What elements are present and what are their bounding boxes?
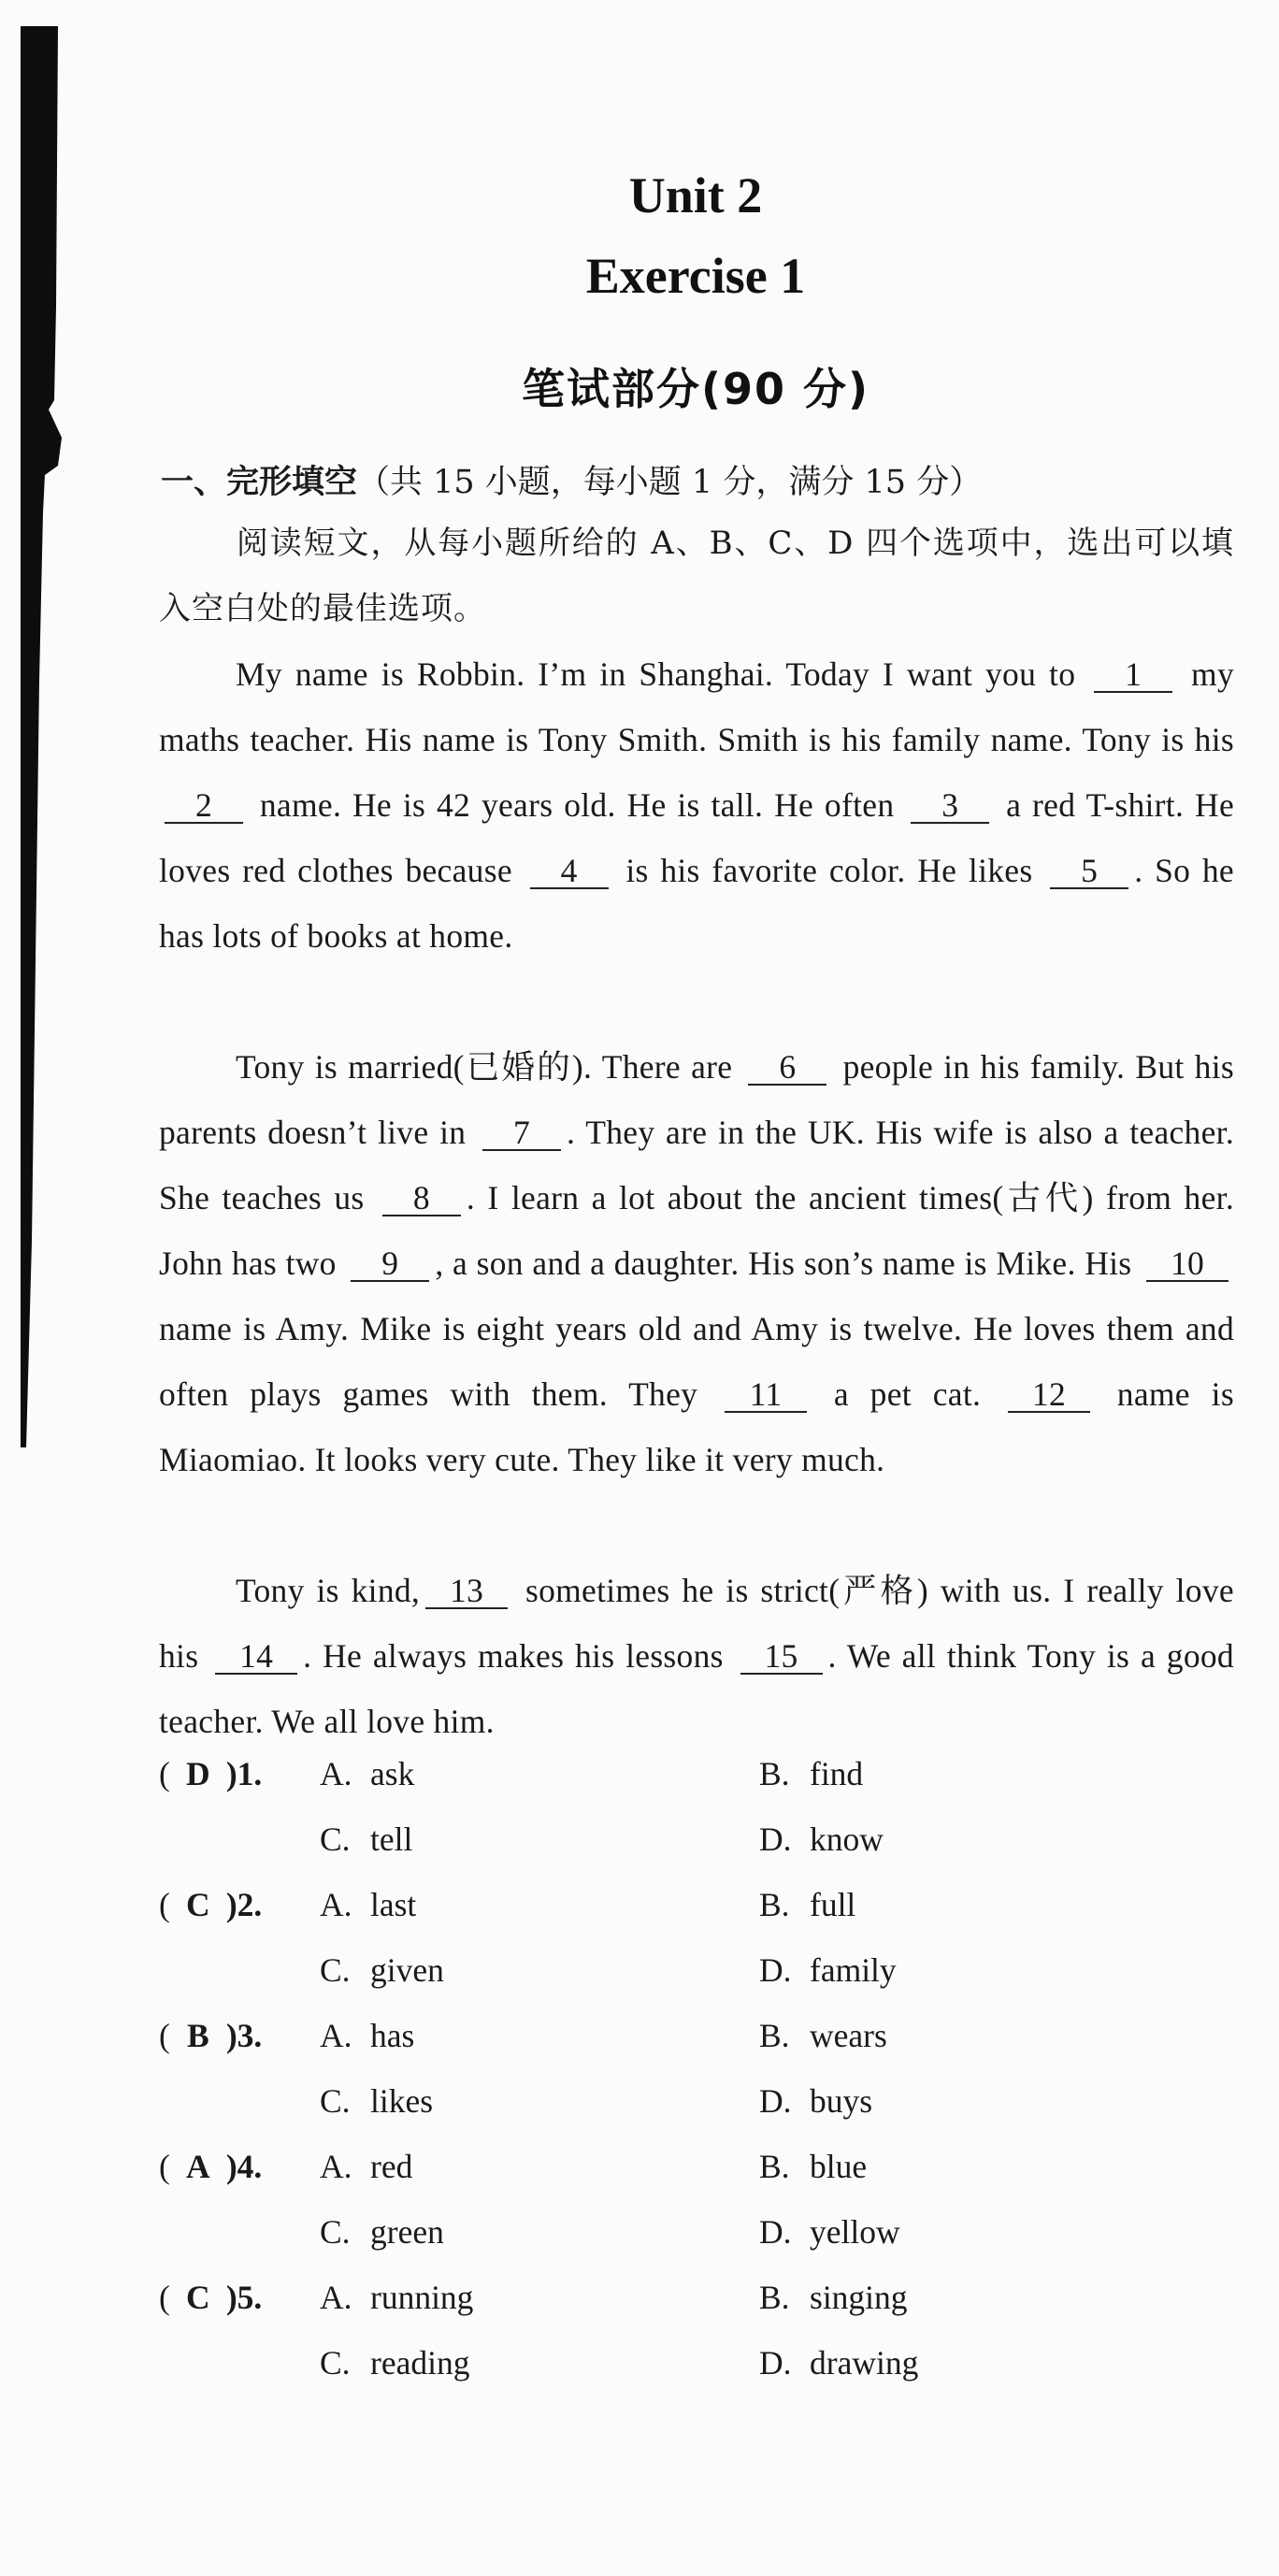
question-number: )2. <box>225 1886 263 1923</box>
passage-text: Tony is married(已婚的). There are <box>236 1048 733 1086</box>
option-c <box>320 1806 412 1872</box>
question-row-cont <box>159 1937 1234 2003</box>
option-letter: C. <box>320 1820 351 1858</box>
blank-3: 3 <box>911 788 989 824</box>
question-number: )1. <box>225 1755 263 1792</box>
section-instruction <box>159 511 1234 641</box>
question-row-cont <box>159 2068 1234 2134</box>
passage-text: a pet cat. <box>833 1375 982 1413</box>
passage-text: Tony is kind, <box>236 1572 421 1609</box>
option-letter: B. <box>759 1886 790 1923</box>
option-c <box>320 2068 433 2134</box>
option-text: full <box>810 1886 856 1923</box>
option-letter: C. <box>320 2344 351 2382</box>
blank-11: 11 <box>725 1377 807 1413</box>
answer-bracket <box>159 1872 316 1937</box>
blank-6: 6 <box>748 1050 826 1086</box>
section-heading <box>161 456 982 503</box>
blank-7: 7 <box>482 1115 561 1151</box>
passage-text: My name is Robbin. I’m in Shanghai. Today I want you to <box>236 655 1076 693</box>
instruction-text: 阅读短文，从每小题所给的 A、B、C、D 四个选项中，选出可以填入空白处的最佳选项。 <box>159 525 1234 627</box>
passage-paragraph-1 <box>159 641 1234 969</box>
bracket-open: ( <box>159 1886 170 1923</box>
question-row-cont <box>159 2199 1234 2265</box>
passage-text: . We all think Tony is a good teacher. We all love him. <box>159 1637 1234 1740</box>
blank-2: 2 <box>165 788 243 824</box>
option-letter: B. <box>759 2017 790 2054</box>
option-letter: D. <box>759 2213 792 2251</box>
option-text: drawing <box>810 2344 919 2382</box>
answer-bracket <box>159 1741 316 1806</box>
option-text: find <box>810 1755 864 1792</box>
passage-text: name. He is 42 years old. He is tall. He often <box>259 786 895 824</box>
option-d <box>759 1937 897 2003</box>
question-row <box>159 1741 1234 1806</box>
passage-text: sometimes he is strict(严格) with us. I really love his <box>159 1572 1234 1675</box>
passage-text: . I learn a lot about the ancient times(古代) from her. John has two <box>159 1179 1234 1282</box>
passage-text: name is Amy. Mike is eight years old and Amy is twelve. He loves them and often plays games with them. They <box>159 1310 1234 1413</box>
option-a <box>320 2265 473 2330</box>
option-letter: B. <box>759 2279 790 2316</box>
option-text: yellow <box>810 2213 900 2251</box>
option-text: has <box>370 2017 415 2054</box>
option-text: ask <box>370 1755 415 1792</box>
passage-paragraph-2 <box>159 1034 1234 1492</box>
option-letter: A. <box>320 2279 352 2316</box>
unit-title: Unit 2 <box>628 167 763 223</box>
option-a <box>320 2134 412 2199</box>
answer-bracket <box>159 2265 316 2330</box>
passage-text: is his favorite color. He likes <box>625 852 1033 889</box>
passage-text: . So he has lots of books at home. <box>159 852 1234 955</box>
option-letter: A. <box>320 1755 352 1792</box>
option-letter: D. <box>759 2082 792 2120</box>
option-text: given <box>370 1951 444 1989</box>
bracket-open: ( <box>159 2279 170 2316</box>
passage-text: name is Miaomiao. It looks very cute. They like it very much. <box>159 1375 1234 1478</box>
answer-bracket <box>159 2003 316 2068</box>
question-row-cont <box>159 2330 1234 2396</box>
bracket-open: ( <box>159 2148 170 2185</box>
blank-5: 5 <box>1050 854 1128 889</box>
question-number: )5. <box>225 2279 263 2316</box>
option-d <box>759 2068 872 2134</box>
option-letter: A. <box>320 2148 352 2185</box>
option-letter: B. <box>759 2148 790 2185</box>
option-d <box>759 2199 900 2265</box>
part-title: 笔试部分(90 分) <box>521 364 870 414</box>
option-b <box>759 1872 855 1937</box>
passage-text: people in his family. But his parents doesn’t live in <box>159 1048 1234 1151</box>
exercise-title: Exercise 1 <box>585 248 806 304</box>
option-letter: D. <box>759 1951 792 1989</box>
option-text: likes <box>370 2082 434 2120</box>
blank-9: 9 <box>351 1246 429 1282</box>
blank-4: 4 <box>530 854 609 889</box>
option-text: family <box>810 1951 897 1989</box>
option-c <box>320 2199 444 2265</box>
option-text: tell <box>370 1820 413 1858</box>
option-b <box>759 2265 908 2330</box>
answer-bracket <box>159 2134 316 2199</box>
section-heading-label: 一、完形填空 <box>161 464 358 501</box>
option-letter: A. <box>320 2017 352 2054</box>
option-d <box>759 1806 884 1872</box>
scan-edge-shadow <box>21 26 65 1447</box>
blank-13: 13 <box>425 1574 508 1609</box>
bracket-open: ( <box>159 1755 170 1792</box>
option-letter: C. <box>320 2213 351 2251</box>
option-text: last <box>370 1886 417 1923</box>
option-text: know <box>810 1820 884 1858</box>
option-letter: C. <box>320 2082 351 2120</box>
blank-14: 14 <box>215 1639 297 1675</box>
question-number: )4. <box>225 2148 263 2185</box>
option-text: green <box>370 2213 444 2251</box>
answer-letter: A <box>186 2148 210 2185</box>
option-text: red <box>370 2148 413 2185</box>
blank-15: 15 <box>740 1639 823 1675</box>
option-a <box>320 1872 416 1937</box>
option-b <box>759 2003 887 2068</box>
passage-paragraph-3 <box>159 1558 1234 1754</box>
option-letter: D. <box>759 1820 792 1858</box>
option-d <box>759 2330 918 2396</box>
bracket-open: ( <box>159 2017 170 2054</box>
passage-text: . They are in the UK. His wife is also a teacher. She teaches us <box>159 1114 1235 1216</box>
option-a <box>320 2003 414 2068</box>
answer-letter: D <box>186 1755 210 1792</box>
option-text: blue <box>810 2148 868 2185</box>
question-row <box>159 2003 1234 2068</box>
option-a <box>320 1741 414 1806</box>
passage-text: , a son and a daughter. His son’s name is Mike. His <box>435 1245 1132 1282</box>
option-text: wears <box>810 2017 887 2054</box>
blank-10: 10 <box>1146 1246 1229 1282</box>
option-b <box>759 2134 867 2199</box>
option-text: singing <box>810 2279 908 2316</box>
option-c <box>320 1937 444 2003</box>
option-text: running <box>370 2279 474 2316</box>
question-row <box>159 1872 1234 1937</box>
question-row <box>159 2134 1234 2199</box>
passage-text: my maths teacher. His name is Tony Smith. Smith is his family name. Tony is his <box>159 655 1234 758</box>
question-row-cont <box>159 1806 1234 1872</box>
option-letter: D. <box>759 2344 792 2382</box>
option-c <box>320 2330 469 2396</box>
answer-letter: B <box>186 2017 209 2054</box>
answer-options <box>159 1741 1234 2396</box>
question-row <box>159 2265 1234 2330</box>
question-number: )3. <box>225 2017 263 2054</box>
answer-letter: C <box>186 1886 210 1923</box>
option-letter: A. <box>320 1886 352 1923</box>
option-text: buys <box>810 2082 873 2120</box>
blank-8: 8 <box>382 1181 461 1216</box>
option-b <box>759 1741 863 1806</box>
blank-1: 1 <box>1094 657 1172 693</box>
passage-text: . He always makes his lessons <box>303 1637 724 1675</box>
option-text: reading <box>370 2344 470 2382</box>
passage-text: a red T-shirt. He loves red clothes because <box>159 786 1234 889</box>
blank-12: 12 <box>1008 1377 1090 1413</box>
answer-letter: C <box>186 2279 210 2316</box>
option-letter: C. <box>320 1951 351 1989</box>
option-letter: B. <box>759 1755 790 1792</box>
section-score-note: （共 15 小题，每小题 1 分，满分 15 分） <box>357 464 983 501</box>
